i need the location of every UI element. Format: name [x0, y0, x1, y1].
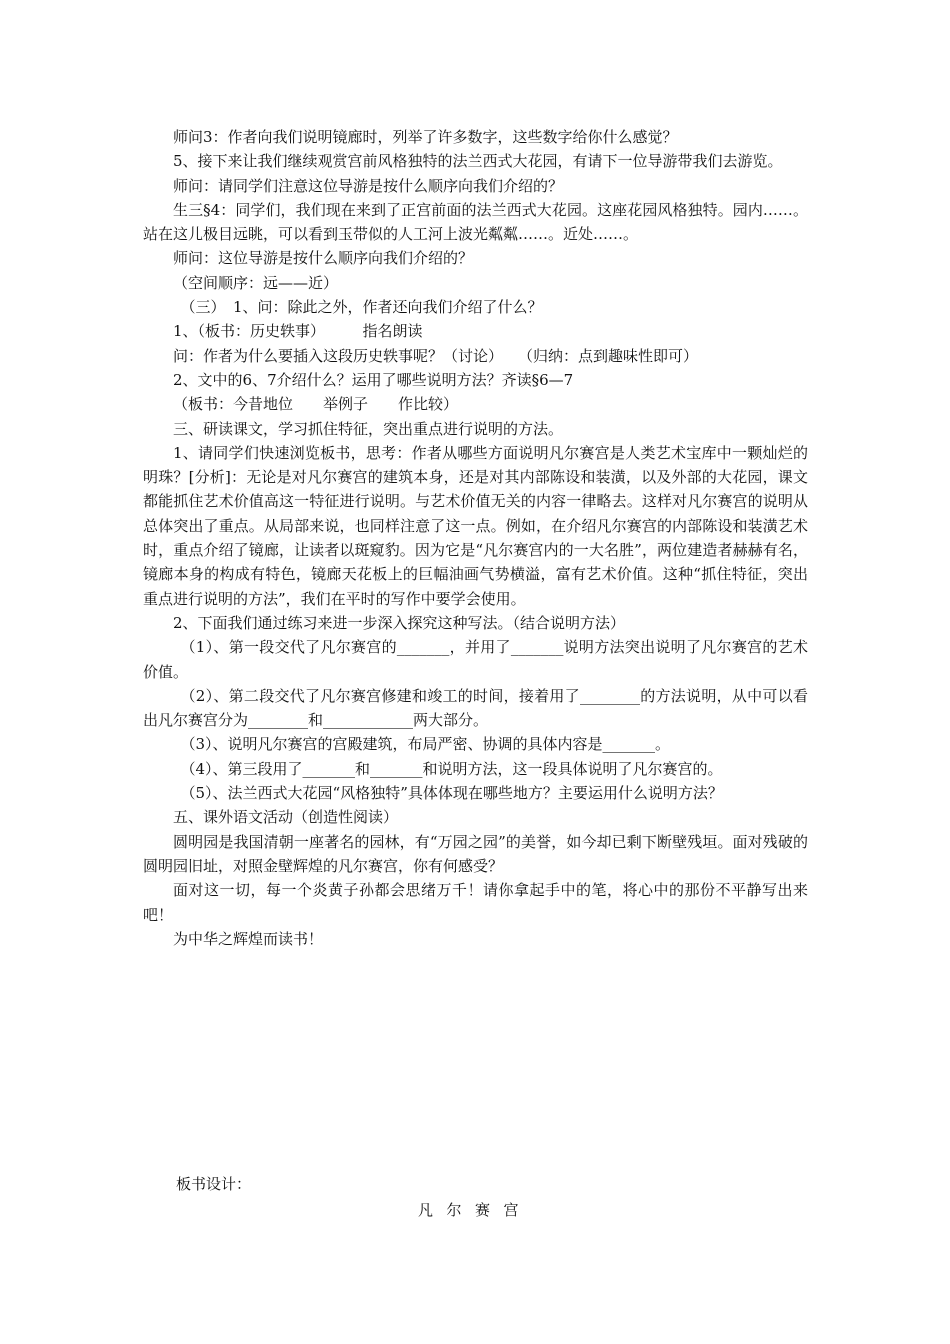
document-body	[143, 125, 808, 951]
paragraph: 2、下面我们通过练习来进一步深入探究这种写法。（结合说明方法）	[173, 613, 626, 632]
paragraph: 圆明园是我国清朝一座著名的园林，有“万园之园”的美誉，如今却已剩下断壁残垣。面对残破的圆明园旧址，对照金壁辉煌的凡尔赛宫，你有何感受？	[143, 832, 808, 875]
paragraph: 师问：这位导游是按什么顺序向我们介绍的？	[173, 249, 474, 268]
paragraph: 问：作者为什么要插入这段历史轶事呢？（讨论） （归纳：点到趣味性即可）	[173, 346, 699, 365]
section-heading: 三、研读课文，学习抓住特征，突出重点进行说明的方法。	[173, 419, 564, 438]
paragraph: （板书：今昔地位 举例子 作比较）	[173, 395, 459, 414]
paragraph: 为中华之辉煌而读书！	[173, 929, 324, 948]
exercise-item: （1）、第一段交代了凡尔赛宫的_______，并用了_______说明方法突出说明了凡尔赛宫的艺术价值。	[143, 638, 808, 681]
section-heading: 五、课外语文活动（创造性阅读）	[173, 808, 399, 827]
paragraph: 1、（板书：历史轶事） 指名朗读	[173, 322, 423, 341]
board-design-label: 板书设计：	[176, 1175, 252, 1193]
exercise-item: （5）、法兰西式大花园“风格独特”具体体现在哪些地方？主要运用什么说明方法？	[180, 784, 723, 803]
paragraph: 5、接下来让我们继续观赏宫前风格独特的法兰西式大花园，有请下一位导游带我们去游览。	[173, 152, 783, 171]
exercise-item: （2）、第二段交代了凡尔赛宫修建和竣工的时间，接着用了________的方法说明，从中可以看出凡尔赛宫分为________和____________两大部分。	[143, 686, 808, 730]
paragraph: 师问：请同学们注意这位导游是按什么顺序向我们介绍的？	[173, 176, 564, 195]
paragraph: 师问3：作者向我们说明镜廊时，列举了许多数字，这些数字给你什么感觉？	[173, 128, 678, 146]
exercise-item: （3）、说明凡尔赛宫的宫殿建筑，布局严密、协调的具体内容是_______。	[180, 735, 671, 754]
paragraph: 2、文中的6、7介绍什么？运用了哪些说明方法？齐读§6—7	[173, 370, 574, 389]
exercise-item: （4）、第三段用了_______和_______和说明方法，这一段具体说明了凡尔赛宫的。	[180, 759, 723, 778]
paragraph: 面对这一切，每一个炎黄子孙都会思绪万千！请你拿起手中的笔，将心中的那份不平静写出来吧！	[143, 881, 808, 924]
paragraph: （空间顺序：远——近）	[173, 273, 339, 292]
paragraph: 1、请同学们快速浏览板书，思考：作者从哪些方面说明凡尔赛宫是人类艺术宝库中一颗灿烂的明珠？[分析]：无论是对凡尔赛宫的建筑本身，还是对其内部陈设和装潢，以及外部的大花园，课文都能抓住艺术价值高这一特征进行说明。与艺术价值无关的内容一律略去。这样对凡尔赛宫的说明从总体突出了重点。从局部来说，也同样注意了这一点。例如，在介绍凡尔赛宫的内部陈设和装潢艺术时，重点介绍了镜廊，让读者以斑窥豹。因为它是“凡尔赛宫内的一大名胜”，两位建造者赫赫有名，镜廊本身的构成有特色，镜廊天花板上的巨幅油画气势横溢，富有艺术价值。这种“抓住特征，突出重点进行说明的方法”，我们在平时的写作中要学会使用。	[143, 443, 808, 608]
board-title: 凡尔赛宫	[417, 1201, 532, 1219]
paragraph: 生三§4：同学们，我们现在来到了正宫前面的法兰西式大花园。这座花园风格独特。园内……。站在这儿极目远眺，可以看到玉带似的人工河上波光粼粼……。近处……。	[143, 200, 808, 244]
paragraph: （三） 1、问：除此之外，作者还向我们介绍了什么？	[180, 298, 543, 317]
